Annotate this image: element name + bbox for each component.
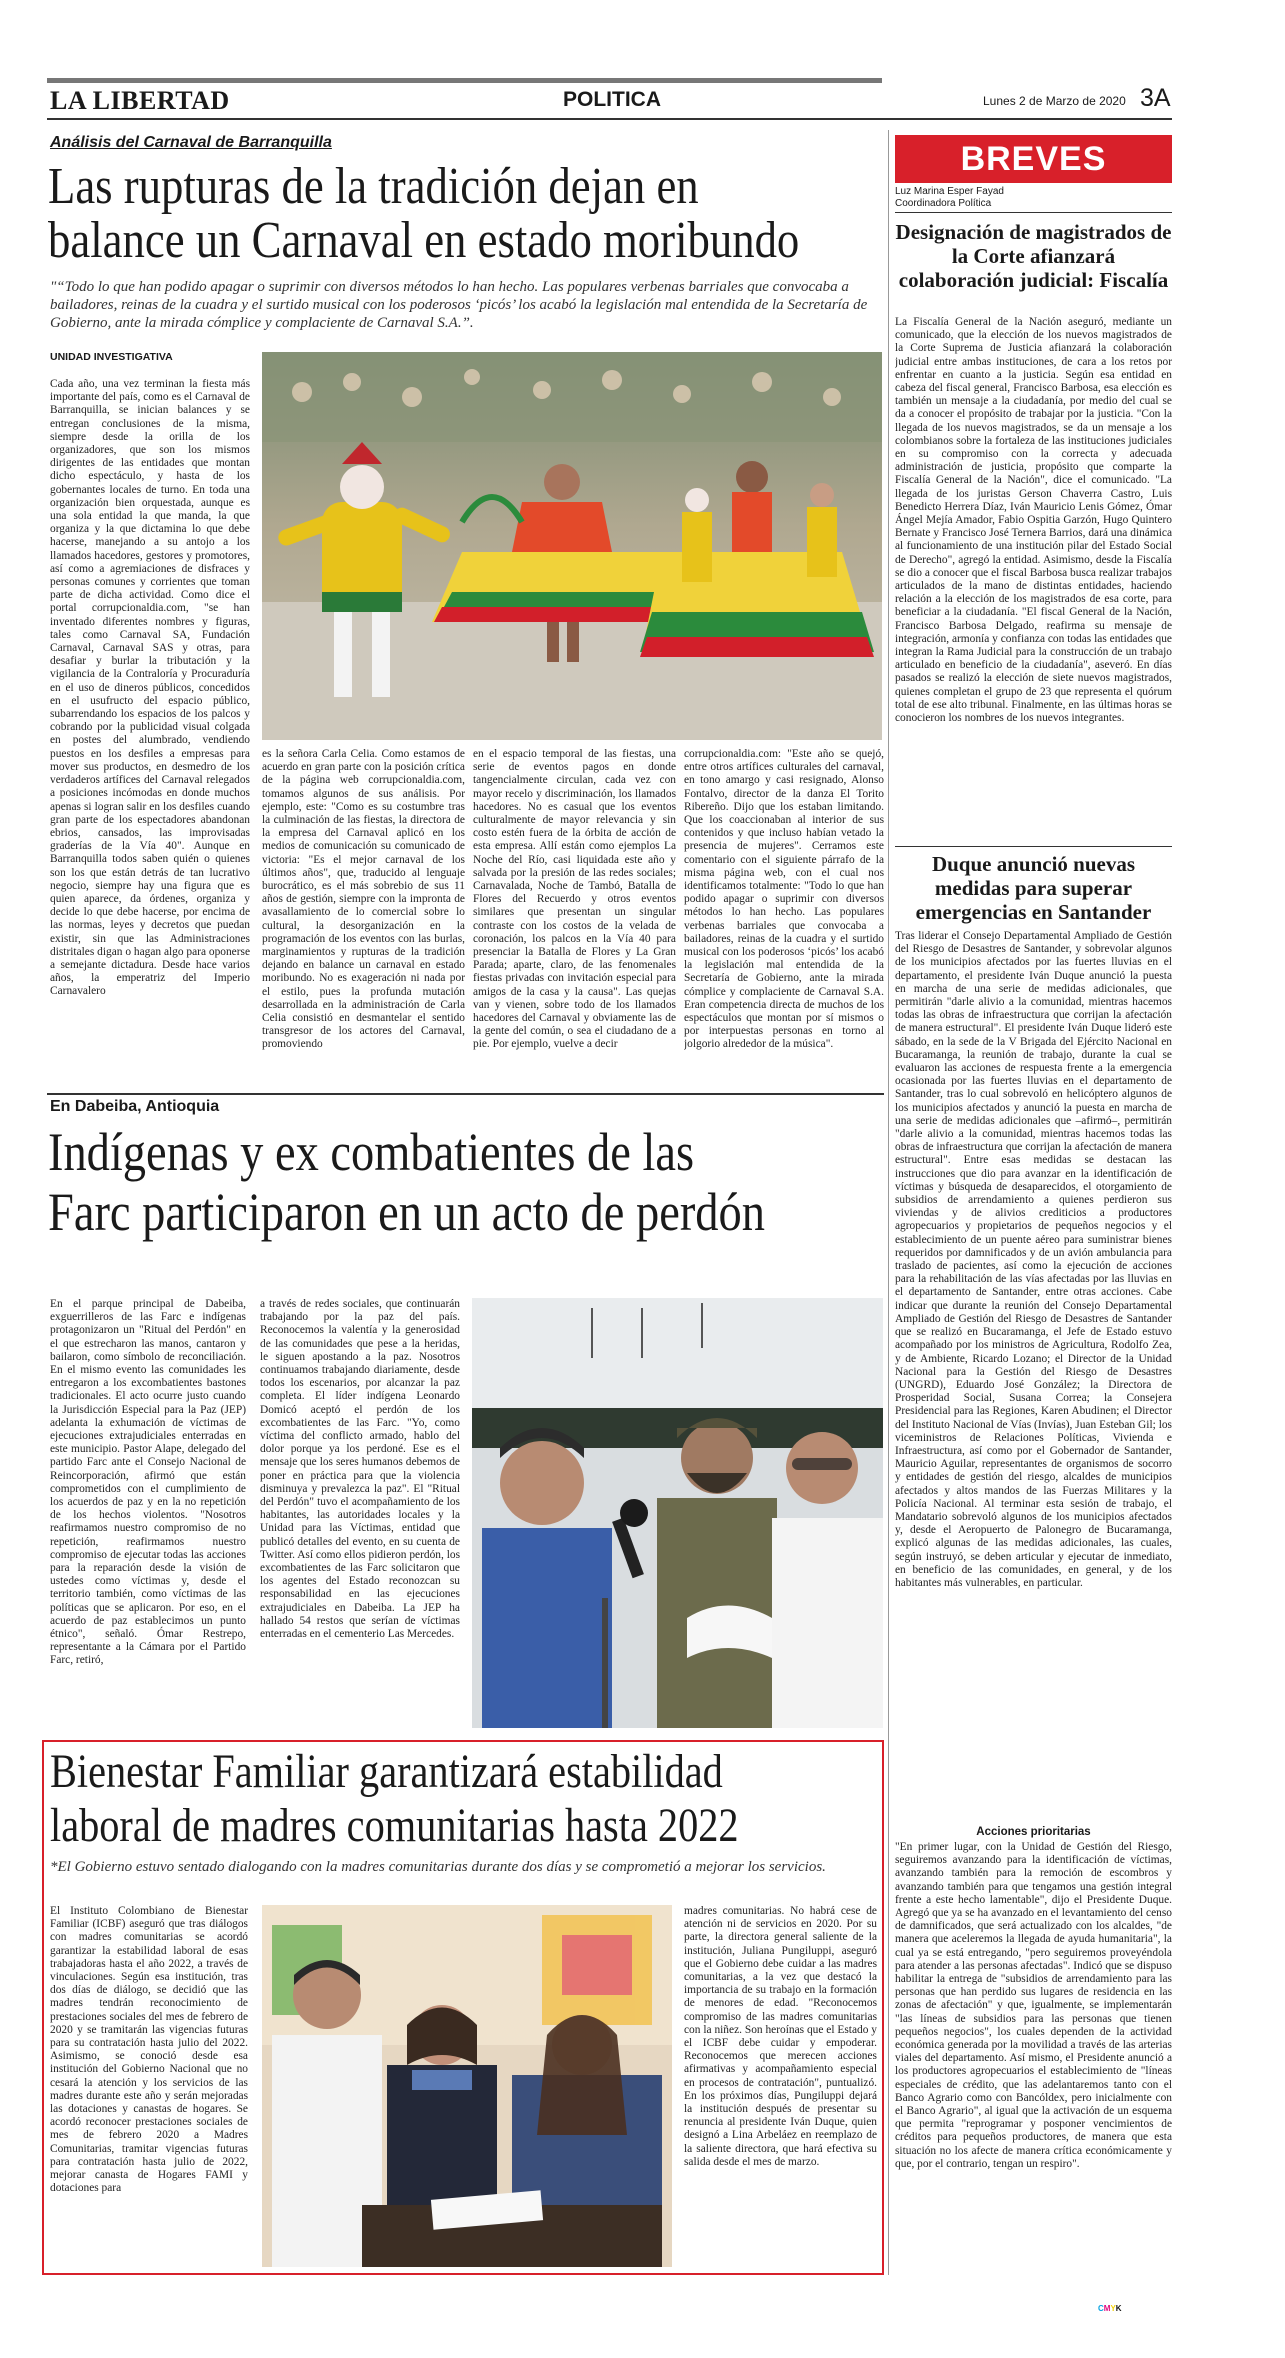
- breves-item1-headline: Designación de magistrados de la Corte afianzará colaboración judicial: Fiscalía: [895, 220, 1172, 292]
- article2-headline: [48, 1122, 888, 1242]
- breves-item2-text: Tras liderar el Consejo Departamental Ampliado de Gestión del Riesgo de Desastres de Santander, y sobrevolar algunos de los municipios afectados por las fuertes lluvias en el departamento, el presidente Iván Duque anunció la puesta en marcha de una serie de medidas adicionales, que permitirán "darle alivio a la comunidad, mientras hacemos todas las obras de infraestructura que corrijan la afectación de manera estructural". El presidente Iván Duque lideró este sábado, en la sede de la V Brigada del Ejército Nacional en Bucaramanga, la reunión de trabajo, durante la cual se evaluaron las acciones de respuesta frente a la emergencia ocasionada por las fuertes lluvias en el departamento de Santander, tras lo cual sobrevoló en helicóptero algunos de los municipios afectados y anunció la puesta en marcha de una serie de medidas adicionales que –afirmó–, permitirán "darle alivio a la comunidad, mientras hacemos todas las obras de infraestructura que corrijan la afectación de manera estructural". Entre esas medidas se destacan las instrucciones que dio para avanzar en la identificación de víctimas y búsqueda de desaparecidos, el otorgamiento de subsidios de arrendamiento a quienes perdieron sus viviendas y de alivios crediticios a productores agropecuarios y propietarios de pequeños negocios y el establecimiento de un puente aéreo para suministrar bienes requeridos por damnificados y de un avión ambulancia para traslado de pacientes, así como la ejecución de acciones para la rehabilitación de las vías afectadas por las lluvias en el departamento de Santander, entre otras acciones. Cabe indicar que durante la reunión del Consejo Departamental Ampliado de Gestión del Riesgo de Desastres de Santander que se realizó en Bucaramanga, el Jefe de Estado estuvo acompañado por los ministros de Agricultura, Rodolfo Zea, y de Ambiente, Ricardo Lozano; el Director de la Unidad Nacional para la Gestión del Riesgo de Desastres (UNGRD), Eduardo José González; la Directora de Prosperidad Social, Susana Correa; la Consejera Presidencial para las Regiones, Karen Abudinen; el Director del Instituto Nacional de Vías (Invías), Juan Esteban Gil; los viceministros de Relaciones Políticas, Vivienda e Infraestructura, así como por el Gobernador de Santander, Mauricio Aguilar, representantes de organismos de socorro y entidades de gestión del riesgo, alcaldes de municipios afectados y altos mandos de las Fuerzas Militares y la Policía Nacional. Al terminar esta sesión de trabajo, el Mandatario sobrevoló algunos de los municipios afectados y, desde el Aeropuerto de Palonegro de Bucaramanga, explicó algunas de las medidas adicionales, las cuales, según instruyó, se deben articular y ejecutar de inmediato, en beneficio de las comunidades, en general, y de los habitantes más vulnerables, en particular.: [895, 930, 1172, 1589]
- section-name: POLITICA: [563, 88, 661, 111]
- breves-banner: [895, 135, 1172, 183]
- color-mark: [1098, 2304, 1122, 2313]
- breves-item-divider: [895, 846, 1172, 847]
- article1-byline: UNIDAD INVESTIGATIVA: [50, 351, 173, 363]
- breves-editor-rule: [895, 212, 1172, 213]
- article1-headline-line2: balance un Carnaval en estado moribundo: [48, 212, 800, 269]
- article3-headline-line1: Bienestar Familiar garantizará estabilidad: [50, 1745, 723, 1798]
- article3-lead: *El Gobierno estuvo sentado dialogando con la madres comunitarias durante dos días y se comprometió a mejorar los servicios.: [50, 1859, 826, 1875]
- breves-item1-text: La Fiscalía General de la Nación aseguró, mediante un comunicado, que la elección de los nuevos magistrados de la Corte Suprema de Justicia afianzará la colaboración judicial entre ambas instituciones, de cara a los retos por enfrentar en cuanto a la justicia. Según esa entidad en cabeza del fiscal general, Francisco Barbosa, esa elección es también un mensaje a la ciudadanía, por medio del cual se da a conocer el propósito de trabajar por la justicia. "Con la llegada de los nuevos magistrados, se da un mensaje a los colombianos sobre la fortaleza de las instituciones judiciales en su compromiso con la correcta y adecuada administración de justicia, propósito que comparte la Fiscalía General de la Nación", dice el comunicado. "La llegada de los juristas Gerson Chaverra Castro, Luis Benedicto Herrera Díaz, Iván Mauricio Lenis Gómez, Ómar Ángel Mejía Amador, Fabio Ospitia Garzón, Hugo Quintero Bernate y Francisco José Ternera Barrios, dará una dinámica al funcionamiento de una institución pilar del Estado Social de Derecho", agregó la entidad. Asimismo, desde la Fiscalía se dio a conocer que el fiscal Barbosa busca realizar trabajos articulados de la mano de distintas entidades, haciendo relación a la elección de los magistrados de esa corte, para beneficiar a la ciudadanía. "El fiscal General de la Nación, Francisco Barbosa Delgado, reafirma su mensaje de integración, armonía y confianza con todas las entidades que integran la Rama Judicial para la construcción de un trabajo articulado en beneficio de la ciudadanía", aseveró. En días pasados se realizó la elección de siete nuevos magistrados, quienes completan el grupo de 23 que representa el quórum total de ese alto tribunal. Finalmente, en las últimas horas se conocieron los nombres de los nuevos integrantes.: [895, 316, 1172, 725]
- article2-kicker: En Dabeiba, Antioquia: [50, 1098, 220, 1115]
- page-number: 3A: [1140, 84, 1171, 112]
- article1-headline: [48, 160, 888, 268]
- article1-col4: corrupcionaldia.com: "Este año se quejó, entre otros artífices culturales del carnaval, en tono amargo y casi resignado, Alonso Fontalvo, director de la danza El Torito Ribereño. Dijo que los estaban limitando. Que los coaccionaban al interior de sus contenidos y que incluso habían vetado la presencia de mujeres". Cerramos este comentario con el siguiente párrafo de la misma página web, con el cual nos identificamos totalmente: "Todo lo que han podido apagar o suprimir con diversos métodos lo han hecho. Las populares verbenas barriales que convocaba a bailadores, reinas de la cuadra y el surtido musical con los poderosos ‘picós’ los acabó la legislación mal entendida de la Secretaría de Gobierno, ante la mirada cómplice y complaciente de Carnaval S.A. Eran competencia directa de muchos de los espectáculos que montan por sí mismos o por interpuestas personas en torno al jolgorio alrededor de la música".: [684, 748, 884, 1051]
- article1-kicker: Análisis del Carnaval de Barranquilla: [50, 134, 332, 151]
- dabeiba-photo: [472, 1298, 883, 1728]
- article1-lead: "“Todo lo que han podido apagar o suprimir con diversos métodos lo han hecho. Las populares verbenas barriales que convocaba a bailadores, reinas de la cuadra y el surtido musical con los poderosos ‘picós’ los acabó la legislación mal entendida de la Secretaría de Gobierno, ante la mirada cómplice y complaciente de Carnaval S.A.”.: [50, 279, 868, 331]
- breves-editor-name: Luz Marina Esper Fayad: [895, 186, 1004, 197]
- article2-headline-line1: Indígenas y ex combatientes de las: [48, 1122, 695, 1182]
- article3-col2: madres comunitarias. No habrá cese de atención ni de servicios en 2020. Por su parte, la directora general saliente de la institución, Juliana Pungiluppi, aseguró que el Gobierno debe cuidar a las madres comunitarias, a la vez que destacó la importancia de su trabajo en la formación de menores de edad. "Reconocemos compromiso de las madres comunitarias con la niñez. Son heroínas que el Estado y el ICBF debe cuidar y empoderar. Reconocemos que merecen acciones afirmativas y acompañamiento especial en procesos de contratación", puntualizó. En los próximos días, Pungiluppi dejará la institución después de presentar su renuncia al presidente Iván Duque, quien designó a Lina Arbeláez en reemplazo de la saliente directora, que hará efectiva su salida desde el mes de marzo.: [684, 1905, 877, 2168]
- article1-col3: en el espacio temporal de las fiestas, una serie de eventos pagos en donde tangencialmente circulan, cada vez con mayor recelo y discriminación, los llamados hacedores. No es casual que los eventos culturalmente de mayor relevancia y sin costo estén fuera de la órbita de acción de esta empresa. Allí están como ejemplos La Noche del Río, casi liquidada este año y salvada por la presión de las redes sociales; Carnavalada, Noche de Tambó, Batalla de Flores del Recuerdo y otros eventos similares que presentan un singular contraste con los costos de la velada de coronación, los palcos en la Vía 40 para presenciar la Batalla de Flores y La Gran Parada; aparte, claro, de las fenomenales fiestas privadas con invitación especial para amigos de la casa y la causa". Las quejas van y vienen, sobre todo de los llamados hacedores del Carnaval y obviamente las de la gente del común, o sea el ciudadano de a pie. Por ejemplo, vuelve a decir: [473, 748, 676, 1051]
- paper-name: LA LIBERTAD: [50, 86, 230, 115]
- breves-item2-text2: "En primer lugar, con la Unidad de Gestión del Riesgo, seguiremos avanzando para la identificación de víctimas, avanzando también para la remoción de escombros y avanzando también para que tengamos una gestión integral frente a este hecho lamentable", dijo el Presidente Duque. Agregó que ya se ha avanzado en el levantamiento del censo de damnificados, que será actualizado con los alcaldes, "de manera que aceleremos la llegada de ayuda humanitaria", la cual ya se está entregando, "pero seguiremos proveyéndola para atender a las personas afectadas". Indicó que se dispuso habilitar la entrega de "subsidios de arrendamiento para las personas que han perdido sus lugares de residencia en las zonas de afectación" y que, igualmente, se implementarán "las líneas de subsidios para las personas que tienen pequeños negocios", los cuales dependen de la actividad económica generada por la movilidad a través de las arterias viales del departamento. Así mismo, el Presidente anunció a los productores agropecuarios el establecimiento de "líneas especiales de crédito, que las adelantaremos tanto con el Banco Agrario como con Bancóldex, pero inicialmente con el Banco Agrario", al igual que la activación de un esquema que permita "reprogramar y posponer vencimientos de créditos para pequeños productores, de manera que esta situación no los afecte de manera crítica económicamente y que, por el contrario, tengan un respiro".: [895, 1841, 1172, 2170]
- article1-headline-line1: Las rupturas de la tradición dejan en: [48, 158, 699, 215]
- article3-headline-line2: laboral de madres comunitarias hasta 2022: [50, 1799, 739, 1852]
- top-rule-thick: [47, 78, 882, 83]
- article2-col2: a través de redes sociales, que continuarán trabajando por la paz del país. Reconocemos la valentía y la generosidad de las comunidades que pese a la heridas, le siguen apostando a la paz. Nosotros continuamos trabajando diariamente, desde todos los escenarios, por alcanzar la paz completa. El líder indígena Leonardo Domicó aceptó el perdón de los excombatientes de las Farc. "Yo, como víctima del conflicto armado, hablo del dolor porque ya los perdoné. Ese es el mensaje que los seres humanos debemos de poner en práctica para que la violencia disminuya y prevalezca la paz". El "Ritual del Perdón" tuvo el acompañamiento de los habitantes, las autoridades locales y la Unidad para las Víctimas, entidad que publicó detalles del evento, en su cuenta de Twitter. Así como ellos pidieron perdón, los excombatientes de las Farc solicitaron que los agentes del Estado reconozcan su responsabilidad en las ejecuciones extrajudiciales en Dabeiba. La JEP ha hallado 54 restos que serían de víctimas enterradas en el cementerio Las Mercedes.: [260, 1298, 460, 1641]
- breves-title: BREVES: [960, 139, 1107, 178]
- breves-editor-role: Coordinadora Política: [895, 198, 992, 209]
- carnival-photo: [262, 352, 882, 740]
- article2-col1: En el parque principal de Dabeiba, exguerrilleros de las Farc e indígenas protagonizaron un "Ritual del Perdón" en el que estrecharon las manos, cantaron y bailaron, como símbolo de reconciliación. En el mismo evento las comunidades les entregaron a los excombatientes bastones tradicionales. El acto ocurre justo cuando la Jurisdicción Especial para la Paz (JEP) adelanta la exhumación de víctimas de ejecuciones extrajudiciales enterradas en este municipio. Pastor Alape, delegado del partido Farc ante el Consejo Nacional de Reincorporación, afirmó que están comprometidos con el cumplimiento de los acuerdos de paz y en la no repetición de los hechos violentos. "Nosotros reafirmamos nuestro compromiso de no repetición, reafirmamos nuestro compromiso de ejecutar todas las acciones para la reparación desde la visión de ustedes como víctimas y, desde el territorio también, como víctimas de las políticas que se aplicaron. Por eso, en el acuerdo de paz establecimos un punto étnico", señaló. Ómar Restrepo, representante a la Cámara por el Partido Farc, retiró,: [50, 1298, 246, 1667]
- icbf-photo: [262, 1905, 672, 2267]
- issue-date: Lunes 2 de Marzo de 2020: [983, 94, 1126, 108]
- article2-headline-line2: Farc participaron en un acto de perdón: [48, 1182, 765, 1242]
- article3-headline: [50, 1745, 880, 1853]
- article1-col1: Cada año, una vez terminan la fiesta más importante del país, como es el Carnaval de Barranquilla, se inician balances y se entregan conclusiones de la misma, siempre desde la orilla de los organizadores, que son los mismos dirigentes de las entidades que montan dicho espectáculo, y hasta de los gobernantes locales de turno. En toda una organización bien orquestada, aunque es una sola entidad la que manda, la que organiza y la que dictamina lo que debe hacerse, manejando a su antojo a los llamados hacedores, gestores y promotores, así como a agremiaciones de disfraces y personas comunes y corrientes que toman parte de dicha actividad. Como dice el portal corrupcionaldia.com, "se han inventado diferentes nombres y figuras, tales como Carnaval SA, Fundación Carnaval, Carnaval SAS y otras, para desafiar y burlar la tributación y la vigilancia de la Contraloría y Procuraduría en el uso de dineros públicos, concedidos en el usufructo del espacio público, subarrendando los espacios de los palcos y cobrando por la publicidad visual colgada en postes del alumbrado, vendiendo puestos en los desfiles a empresas para mover sus productos, en desmedro de los verdaderos artífices del Carnaval relegados a posiciones incómodas en donde muchos apenas si logran salir en los desfiles cuando gran parte de los espectadores abandonan ebrios, cansados, las improvisadas graderías de la Vía 40". Aunque en Barranquilla todos saben quién o quienes son los que están detrás de tan lucrativo negocio, siempre hay una figura que es quien aparece, da órdenes, organiza y decide lo que debe hacerse, por encima de las normas, leyes y decretos que puedan existir, sin que las Administraciones distritales digan o hagan algo para oponerse a semejante dictadura. Desde hace varios años, la emperatriz del Imperio Carnavalero: [50, 378, 250, 998]
- article1-col2: es la señora Carla Celia. Como estamos de acuerdo en gran parte con la posición crítica de la página web corrupcionaldia.com, tomamos algunos de sus análisis. Por ejemplo, este: "Como es su costumbre tras la culminación de las fiestas, la directora de la empresa del Carnaval aplicó en los medios de comunicación su comunicado de victoria: "Es el mejor carnaval de los últimos años", que, traducido al lenguaje burocrático, es el más sobrebio de sus 11 años de gestión, siempre con la impronta de avasallamiento de lo comercial sobre lo cultural, la desorganización en la programación de los eventos con las burlas, marginamientos y rupturas de la tradición dejando en balance un carnaval en estado moribundo. No es exageración ni nada por el estilo, pues la profunda mutación desarrollada en la administración de Carla Celia consistió en desmantelar el sentido transgresor de los actores del Carnaval, promoviendo: [262, 748, 465, 1051]
- breves-item2-headline: Duque anunció nuevas medidas para superar emergencias en Santander: [915, 852, 1152, 924]
- column-divider: [888, 130, 889, 2275]
- breves-item2-subhead: Acciones prioritarias: [976, 1826, 1091, 1838]
- color-mark-text: CMYK: [1098, 2304, 1122, 2313]
- article1-bottom-rule: [47, 1093, 884, 1095]
- masthead-underline: [47, 118, 1172, 120]
- article3-col1: El Instituto Colombiano de Bienestar Familiar (ICBF) aseguró que tras diálogos con madres comunitarias se acordó garantizar la estabilidad laboral de esas trabajadoras hasta el año 2022, a través de vinculaciones. Según esa institución, tras dos días de diálogo, se decidió que las madres tendrán reconocimiento de prestaciones sociales del mes de febrero de 2020 y se tramitarán las vigencias futuras para su contratación hasta julio del 2022. Asimismo, se conoció desde esa institución del Gobierno Nacional que no cesará la atención y los servicios de las madres durante este año y serán mejoradas las dotaciones y canastas de hogares. Se acordó reconocer prestaciones sociales de mes de febrero 2020 a Madres Comunitarias, tramitar vigencias futuras para contratación hasta julio de 2022, mejorar canasta de Hogares FAMI y dotaciones para: [50, 1905, 248, 2195]
